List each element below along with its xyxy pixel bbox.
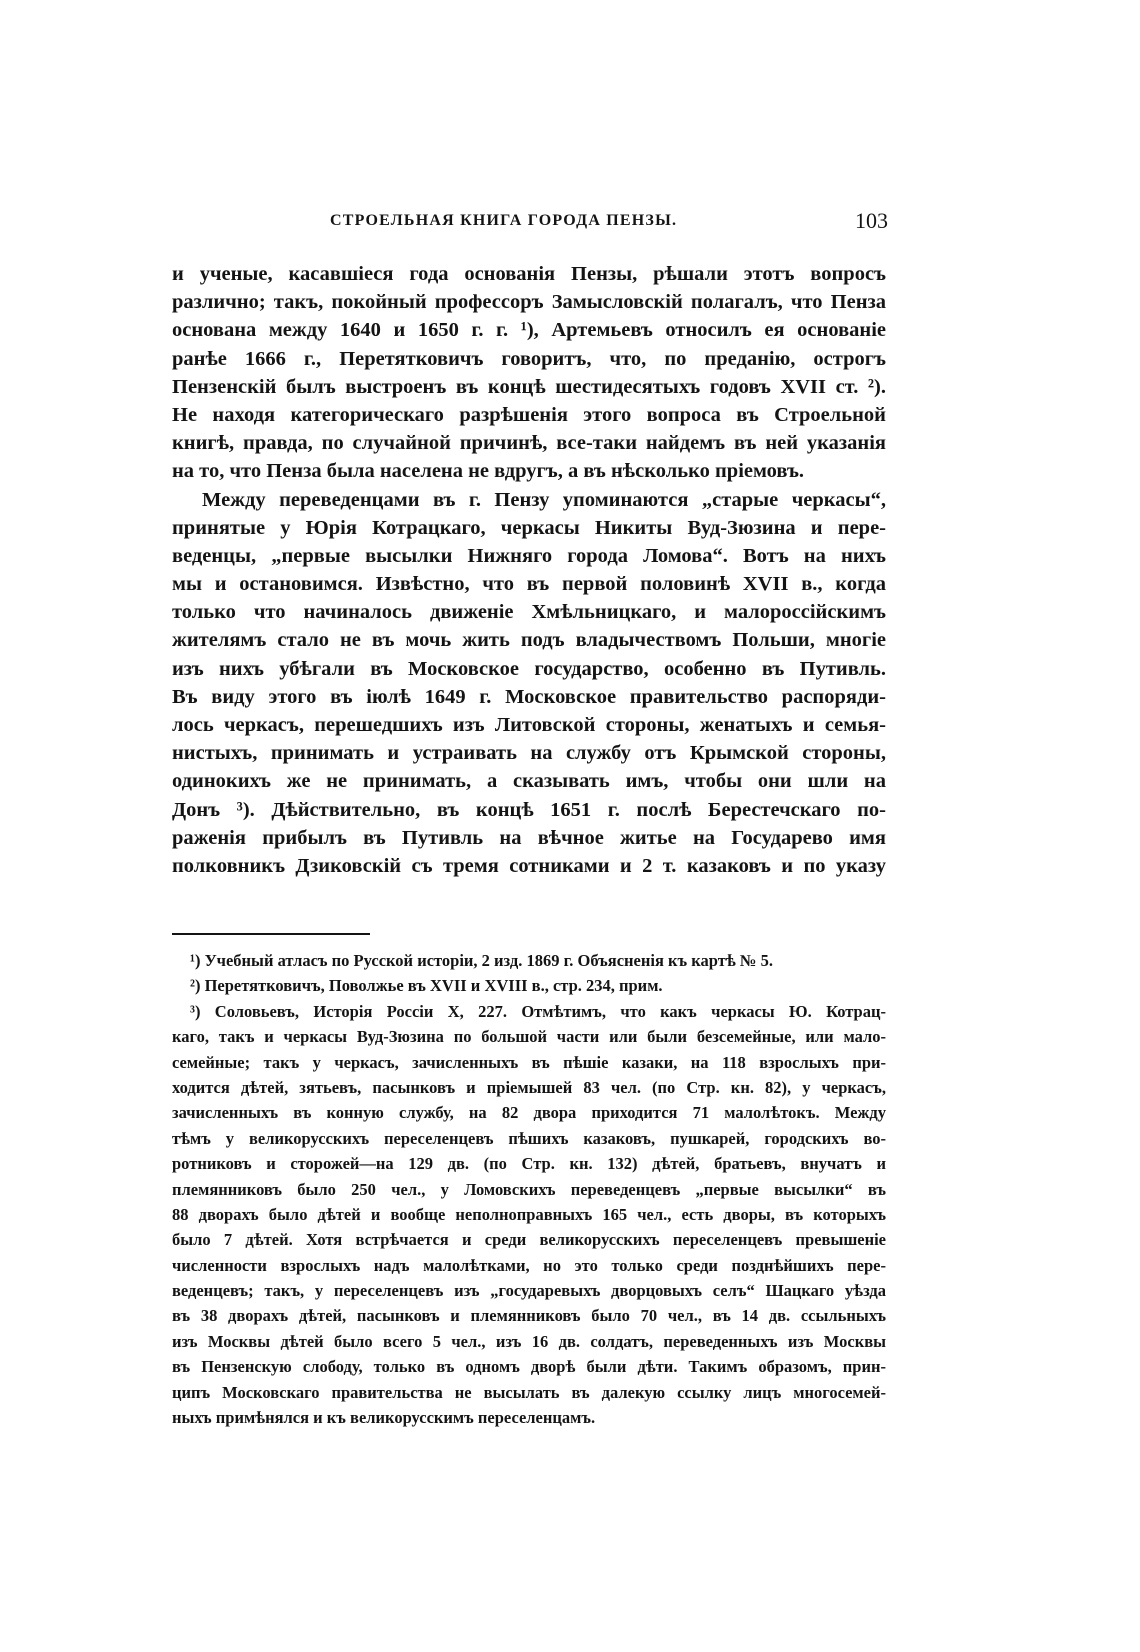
footnote-line: было 7 дѣтей. Хотя встрѣчается и среди великорусскихъ переселенцевъ превышеніе <box>172 1230 886 1250</box>
body-line: ранѣе 1666 г., Перетятковичъ говоритъ, что, по преданію, острогъ <box>172 347 886 370</box>
body-line: Пензенскій былъ выстроенъ въ концѣ шестидесятыхъ годовъ XVII ст. ²). <box>172 375 886 398</box>
footnote-line: въ 38 дворахъ дѣтей, пасынковъ и племянниковъ было 70 чел., въ 14 дв. ссыльныхъ <box>172 1306 886 1326</box>
footnote-divider <box>172 933 370 935</box>
footnote-line: численности взрослыхъ надъ малолѣтками, но это только среди позднѣйшихъ пере- <box>172 1255 886 1275</box>
footnote-line: племянниковъ было 250 чел., у Ломовскихъ переведенцевъ „первые высылки“ въ <box>172 1179 886 1199</box>
body-line: лось черкасъ, перешедшихъ изъ Литовской стороны, женатыхъ и семья- <box>172 714 886 736</box>
footnote-line: ныхъ примѣнялся и къ великорусскимъ переселенцамъ. <box>172 1408 596 1428</box>
page-number: 103 <box>855 208 888 233</box>
footnote-line: 88 дворахъ было дѣтей и вообще неполноправныхъ 165 чел., есть дворы, въ которыхъ <box>172 1204 886 1224</box>
body-line: одинокихъ же не принимать, а сказывать имъ, чтобы они шли на <box>172 770 886 793</box>
footnote-line: зачисленныхъ въ конную службу, на 82 двора приходится 71 малолѣтокъ. Между <box>172 1103 886 1123</box>
footnote-line: ротниковъ и сторожей—на 129 дв. (по Стр. кн. 132) дѣтей, братьевъ, внучатъ и <box>172 1154 886 1174</box>
body-line: полковникъ Дзиковскій съ тремя сотниками и 2 т. казаковъ и по указу <box>172 854 886 877</box>
body-line: основана между 1640 и 1650 г. г. ¹), Артемьевъ относилъ ея основаніе <box>172 319 886 342</box>
body-line: мы и остановимся. Извѣстно, что въ первой половинѣ XVII в., когда <box>172 573 886 596</box>
running-title: СТРОЕЛЬНАЯ КНИГА ГОРОДА ПЕНЗЫ. <box>330 212 678 229</box>
body-line: раженія прибылъ въ Путивль на вѣчное житье на Государево имя <box>172 826 886 849</box>
footnote-line: семейные; такъ у черкасъ, зачисленныхъ въ пѣшіе казаки, на 118 взрослыхъ при- <box>172 1052 886 1072</box>
body-line: веденцы, „первые высылки Нижняго города Ломова“. Вотъ на нихъ <box>172 544 886 567</box>
body-line: различно; такъ, покойный профессоръ Замысловскій полагалъ, что Пенза <box>172 291 886 314</box>
body-line: Въ виду этого въ іюлѣ 1649 г. Московское правительство распоряди- <box>172 685 886 708</box>
body-line: жителямъ стало не въ мочь жить подъ владычествомъ Польши, многіе <box>172 629 886 652</box>
body-line: принятые у Юрія Котрацкаго, черкасы Никиты Вуд-Зюзина и пере- <box>172 516 886 539</box>
footnote-line: изъ Москвы дѣтей было всего 5 чел., изъ 16 дв. солдатъ, переведенныхъ изъ Москвы <box>172 1331 886 1351</box>
footnote-line: ¹) Учебный атласъ по Русской исторіи, 2 изд. 1869 г. Объясненія къ картѣ № 5. <box>190 951 773 970</box>
body-line: Донъ ³). Дѣйствительно, въ концѣ 1651 г. послѣ Берестечскаго по- <box>172 798 886 821</box>
footnote-line: ципъ Московскаго правительства не высылать въ далекую ссылку лицъ многосемей- <box>172 1382 886 1402</box>
footnote-line: ходится дѣтей, зятьевъ, пасынковъ и пріемышей 83 чел. (по Стр. кн. 82), у черкасъ, <box>172 1077 886 1097</box>
body-line: на то, что Пенза была населена не вдругъ, а въ нѣсколько пріемовъ. <box>172 460 805 483</box>
body-line: Не находя категорическаго разрѣшенія этого вопроса въ Строельной <box>172 403 886 426</box>
footnote-line: тѣмъ у великорусскихъ переселенцевъ пѣшихъ казаковъ, пушкарей, городскихъ во- <box>172 1128 886 1148</box>
running-head <box>170 208 888 242</box>
body-line: нистыхъ, принимать и устраивать на службу отъ Крымской стороны, <box>172 742 886 765</box>
body-line: и ученые, касавшіеся года основанія Пензы, рѣшали этотъ вопросъ <box>172 263 886 285</box>
footnote-line: ²) Перетятковичъ, Поволжье въ XVII и XVIII в., стр. 234, прим. <box>190 976 663 996</box>
body-line: Между переведенцами въ г. Пензу упоминаются „старые черкасы“, <box>202 488 886 511</box>
footnote-line: веденцевъ; такъ, у переселенцевъ изъ „государевыхъ дворцовыхъ селъ“ Шацкаго уѣзда <box>172 1281 886 1301</box>
body-text <box>172 260 886 880</box>
body-line: книгѣ, правда, по случайной причинѣ, все-таки найдемъ въ ней указанія <box>172 432 886 455</box>
footnote-line: каго, такъ и черкасы Вуд-Зюзина по большой части или были безсемейные, или мало- <box>172 1027 886 1047</box>
footnotes <box>172 948 886 1430</box>
footnote-line: ³) Соловьевъ, Исторія Россіи X, 227. Отмѣтимъ, что какъ черкасы Ю. Котрац- <box>190 1001 886 1021</box>
body-line: изъ нихъ убѣгали въ Московское государство, особенно въ Путивль. <box>172 657 886 680</box>
footnote-line: въ Пензенскую слободу, только въ одномъ дворѣ были дѣти. Такимъ образомъ, прин- <box>172 1357 886 1377</box>
body-line: только что начиналось движеніе Хмѣльницкаго, и малороссійскимъ <box>172 601 886 624</box>
